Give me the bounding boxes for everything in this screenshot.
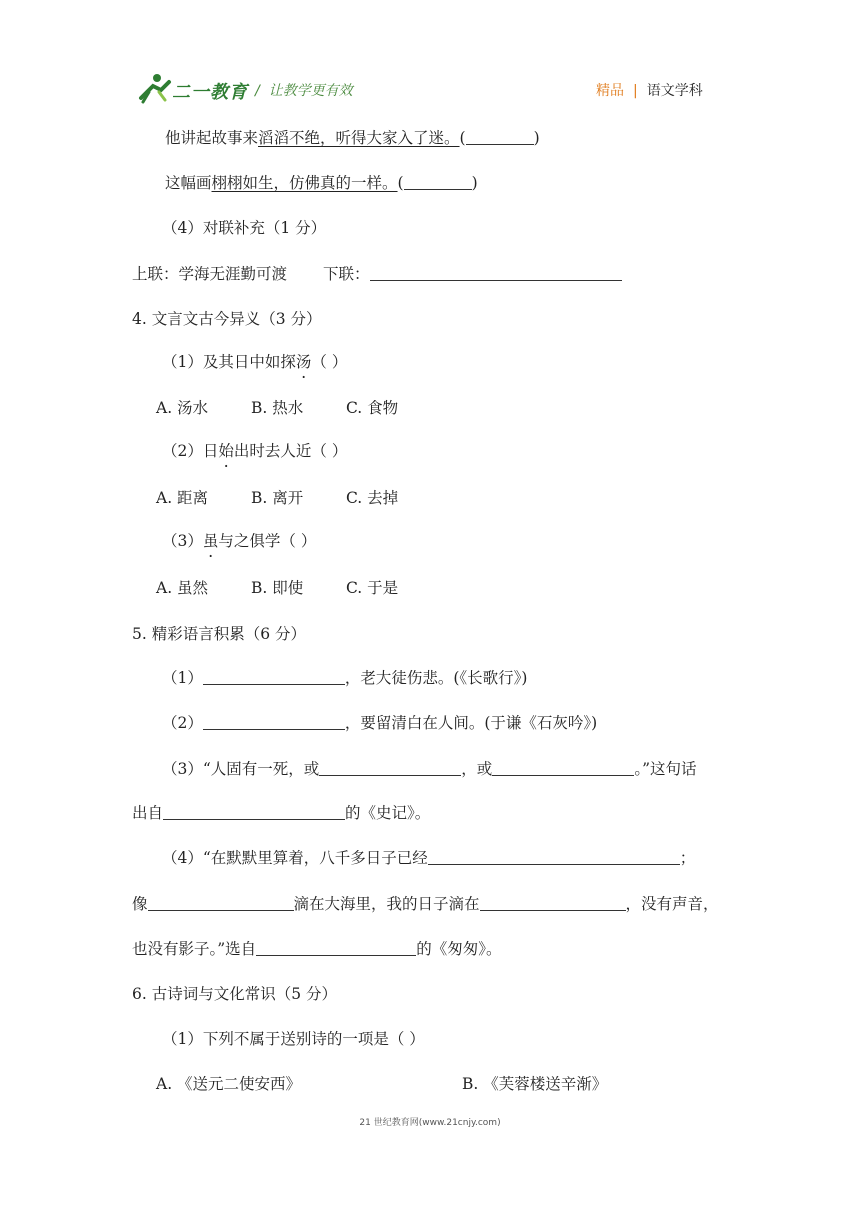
question-5-2 xyxy=(162,713,597,733)
idiom-sentence-2 xyxy=(165,173,478,193)
paren-close: ) xyxy=(533,129,540,147)
text-with-paren[interactable]: 出时去人近（ ） xyxy=(233,442,348,460)
text: （3） xyxy=(162,532,203,550)
text: ； xyxy=(679,849,696,867)
answer-blank[interactable] xyxy=(428,848,680,865)
text: 这幅画 xyxy=(165,174,212,192)
text: （2）日 xyxy=(162,442,219,460)
text: ，或 xyxy=(461,760,493,778)
underlined-text: 滔滔不绝，听得大家入了迷。 xyxy=(258,129,460,147)
text: （2） xyxy=(162,714,203,732)
emphasized-char: 汤 xyxy=(295,353,312,371)
slogan-slash: / xyxy=(255,83,260,99)
underlined-text: 栩栩如生，仿佛真的一样。 xyxy=(211,174,398,192)
answer-blank[interactable] xyxy=(148,894,294,911)
page-footer: 21 世纪教育网(www.21cnjy.com) xyxy=(359,1118,501,1128)
text: ，没有声音， xyxy=(625,895,719,913)
paren-close: ) xyxy=(471,174,478,192)
option-c[interactable]: C. 去掉 xyxy=(346,489,399,507)
option-b[interactable]: B. 离开 xyxy=(251,489,304,507)
option-a[interactable]: A. 《送元二使安西》 xyxy=(156,1075,302,1093)
question-4-1-options xyxy=(156,398,398,418)
paren-open: ( xyxy=(459,129,466,147)
text: 他讲起故事来 xyxy=(165,129,259,147)
page-header xyxy=(0,0,860,110)
text: （3）“人固有一死，或 xyxy=(162,760,320,778)
option-a[interactable]: A. 汤水 xyxy=(156,399,209,417)
option-b[interactable]: B. 《芙蓉楼送辛渐》 xyxy=(462,1075,608,1093)
question-5-4-cont-2 xyxy=(132,939,501,959)
idiom-sentence-1 xyxy=(165,128,540,148)
header-separator: | xyxy=(633,83,638,99)
text: （1）及其日中如探 xyxy=(162,353,296,371)
question-4-1 xyxy=(162,352,347,372)
answer-blank[interactable] xyxy=(319,759,461,776)
question-4-2-options xyxy=(156,488,398,508)
text: 的《匆匆》。 xyxy=(416,940,502,958)
header-brand xyxy=(596,80,703,100)
question-6-1-options xyxy=(156,1074,607,1094)
question-5-3 xyxy=(162,759,697,779)
emphasized-char: 虽 xyxy=(202,532,219,550)
answer-blank[interactable] xyxy=(256,939,416,956)
question-4-2 xyxy=(162,441,347,461)
question-5-1 xyxy=(162,668,527,688)
couplet-answer-blank[interactable] xyxy=(370,264,622,281)
option-a[interactable]: A. 距离 xyxy=(156,489,209,507)
answer-blank[interactable] xyxy=(480,894,626,911)
question-5-4 xyxy=(162,848,695,868)
question-5-4-cont xyxy=(132,894,719,914)
question-4-3 xyxy=(162,531,316,551)
answer-blank[interactable] xyxy=(492,759,634,776)
option-c[interactable]: C. 于是 xyxy=(346,579,399,597)
question-5-title: 5. 精彩语言积累（6 分） xyxy=(132,625,307,643)
subject-label: 语文学科 xyxy=(646,83,703,99)
couplet-lower-label: 下联： xyxy=(323,265,370,283)
option-b[interactable]: B. 即使 xyxy=(251,579,304,597)
emphasized-char: 始 xyxy=(218,442,234,460)
slogan-text: 让教学更有效 xyxy=(268,83,353,99)
paren-open: ( xyxy=(397,174,404,192)
text: 。”这句话 xyxy=(634,760,697,778)
text-with-paren[interactable]: 与之俱学（ ） xyxy=(218,532,317,550)
option-a[interactable]: A. 虽然 xyxy=(156,579,209,597)
answer-blank[interactable] xyxy=(203,668,345,685)
answer-paren[interactable]: （ ） xyxy=(311,353,348,371)
option-c[interactable]: C. 食物 xyxy=(346,399,399,417)
text: 滴在大海里，我的日子滴在 xyxy=(293,895,480,913)
question-5-3-cont xyxy=(132,803,430,823)
option-b[interactable]: B. 热水 xyxy=(251,399,304,417)
answer-blank[interactable] xyxy=(203,713,345,730)
question-3-4: （4）对联补充（1 分） xyxy=(162,219,327,237)
quality-label: 精品 xyxy=(596,83,624,99)
couplet-line xyxy=(132,264,622,284)
text: ，老大徒伤悲。(《长歌行》) xyxy=(344,669,528,687)
text: 也没有影子。”选自 xyxy=(132,940,257,958)
couplet-upper: 上联：学海无涯勤可渡 xyxy=(132,265,288,283)
question-6-title: 6. 古诗词与文化常识（5 分） xyxy=(132,985,338,1003)
slogan xyxy=(255,80,353,100)
answer-blank[interactable] xyxy=(163,803,345,820)
text: （1） xyxy=(162,669,203,687)
text: ，要留清白在人间。(于谦《石灰吟》) xyxy=(344,714,598,732)
text: （4）“在默默里算着，八千多日子已经 xyxy=(162,849,428,867)
question-4-title: 4. 文言文古今异义（3 分） xyxy=(132,310,322,328)
logo-text: 二一教育 xyxy=(172,82,248,103)
answer-blank[interactable] xyxy=(466,128,534,145)
text: 像 xyxy=(132,895,148,913)
answer-blank[interactable] xyxy=(404,173,472,190)
question-6-1: （1）下列不属于送别诗的一项是（ ） xyxy=(162,1030,425,1048)
text: 的《史记》。 xyxy=(345,804,431,822)
text: 出自 xyxy=(132,804,164,822)
question-4-3-options xyxy=(156,578,398,598)
